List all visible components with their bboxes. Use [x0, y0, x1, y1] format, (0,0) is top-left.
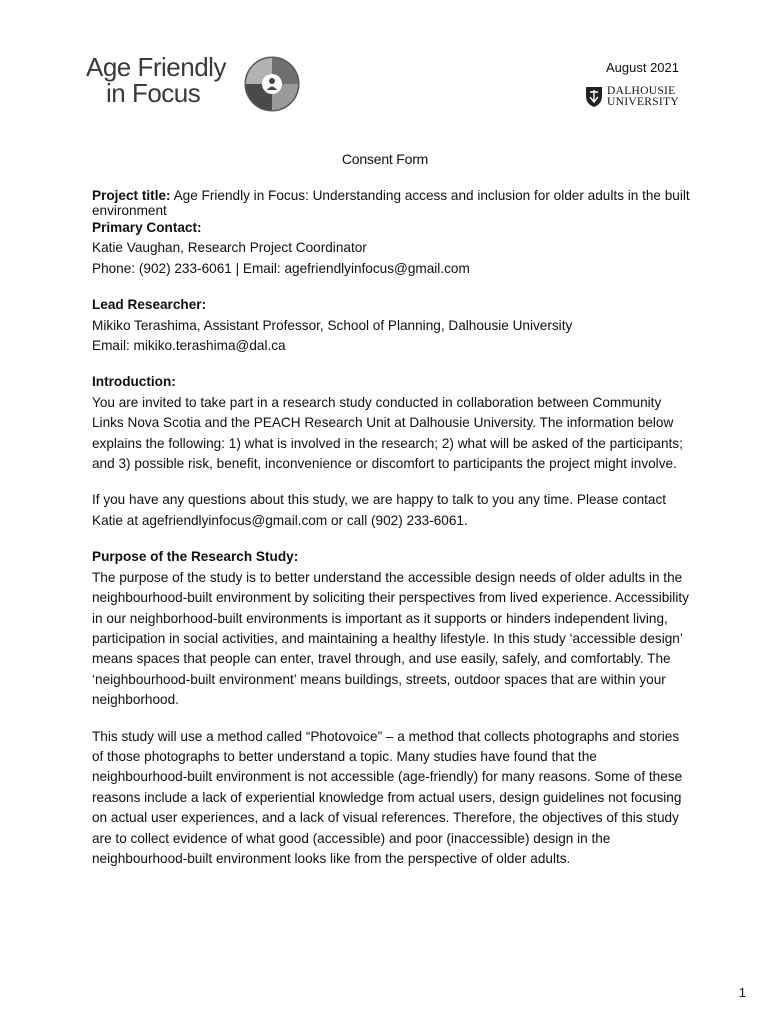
purpose-heading: Purpose of the Research Study: [92, 549, 299, 565]
introduction-heading: Introduction: [92, 374, 176, 390]
lead-researcher-name: Mikiko Terashima, Assistant Professor, School of Planning, Dalhousie University [92, 317, 573, 333]
form-title: Consent Form [341, 151, 429, 167]
project-title-paragraph [92, 188, 692, 218]
logo-line-1: Age Friendly [86, 52, 226, 82]
university-name [607, 86, 679, 108]
primary-contact-details: Phone: (902) 233-6061 | Email: agefriendlyinfocus@gmail.com [92, 260, 470, 276]
dalhousie-university-logo [585, 86, 679, 108]
primary-contact-section [92, 218, 692, 279]
primary-contact-heading: Primary Contact: [92, 220, 202, 235]
project-title-value: Age Friendly in Focus: Understanding access and inclusion for older adults in the built environment [92, 188, 690, 218]
introduction-paragraph-2: If you have any questions about this study, we are happy to talk to you any time. Please contact Katie at agefriendlyinfocus@gmail.com or call (902) 233-6061. [92, 492, 667, 528]
purpose-section [92, 547, 692, 710]
university-name-line-1: DALHOUSIE [607, 85, 676, 97]
project-title-label: Project title: [92, 188, 171, 203]
logo-line-2: in Focus [106, 78, 201, 108]
age-friendly-logo-text [86, 54, 226, 106]
dalhousie-crest-icon [585, 86, 603, 108]
introduction-paragraph-1: You are invited to take part in a research study conducted in collaboration between Community Links Nova Scotia and the PEACH Research Unit at Dalhousie University. The information below explains the following: 1) what is involved in the research; 2) what will be asked of the participants; and 3) possible risk, benefit, inconvenience or discomfort to participants the project might involve. [92, 394, 683, 472]
page-number: 1 [738, 985, 746, 1000]
lead-researcher-heading: Lead Researcher: [92, 297, 207, 313]
purpose-paragraph-1: The purpose of the study is to better understand the accessible design needs of older adults in the neighbourhood-built environment by soliciting their perspectives from lived experience. Accessibility in our neighborhood-built environments is important as it supports or hinders independent living, participation in social activities, and maintaining a healthy lifestyle. In this study ‘accessible design’ means spaces that people can enter, travel through, and use easily, safely, and comfortably. The ‘neighbourhood-built environment’ means buildings, streets, outdoor spaces that are within your neighborhood. [92, 569, 689, 708]
purpose-paragraph-2: This study will use a method called “Photovoice” – a method that collects photographs and stories of those photographs to better understand a topic. Many studies have found that the neighbourhood-built environment is not accessible (age-friendly) for many reasons. Some of these reasons include a lack of experiential knowledge from actual users, design guidelines not focusing on actual user experiences, and a lack of visual references. Therefore, the objectives of this study are to collect evidence of what good (accessible) and poor (inaccessible) design in the neighbourhood-built environment looks like from the perspective of older adults. [92, 728, 683, 866]
questions-section [92, 490, 692, 531]
lead-researcher-email: Email: mikiko.terashima@dal.ca [92, 338, 286, 354]
photovoice-section [92, 727, 692, 870]
university-name-line-2: UNIVERSITY [607, 96, 679, 108]
age-friendly-logo-icon [244, 56, 300, 112]
primary-contact-name: Katie Vaughan, Research Project Coordinator [92, 240, 367, 256]
lead-researcher-section [92, 295, 692, 356]
document-body [92, 188, 692, 885]
document-date: August 2021 [605, 60, 679, 75]
introduction-section [92, 372, 692, 474]
